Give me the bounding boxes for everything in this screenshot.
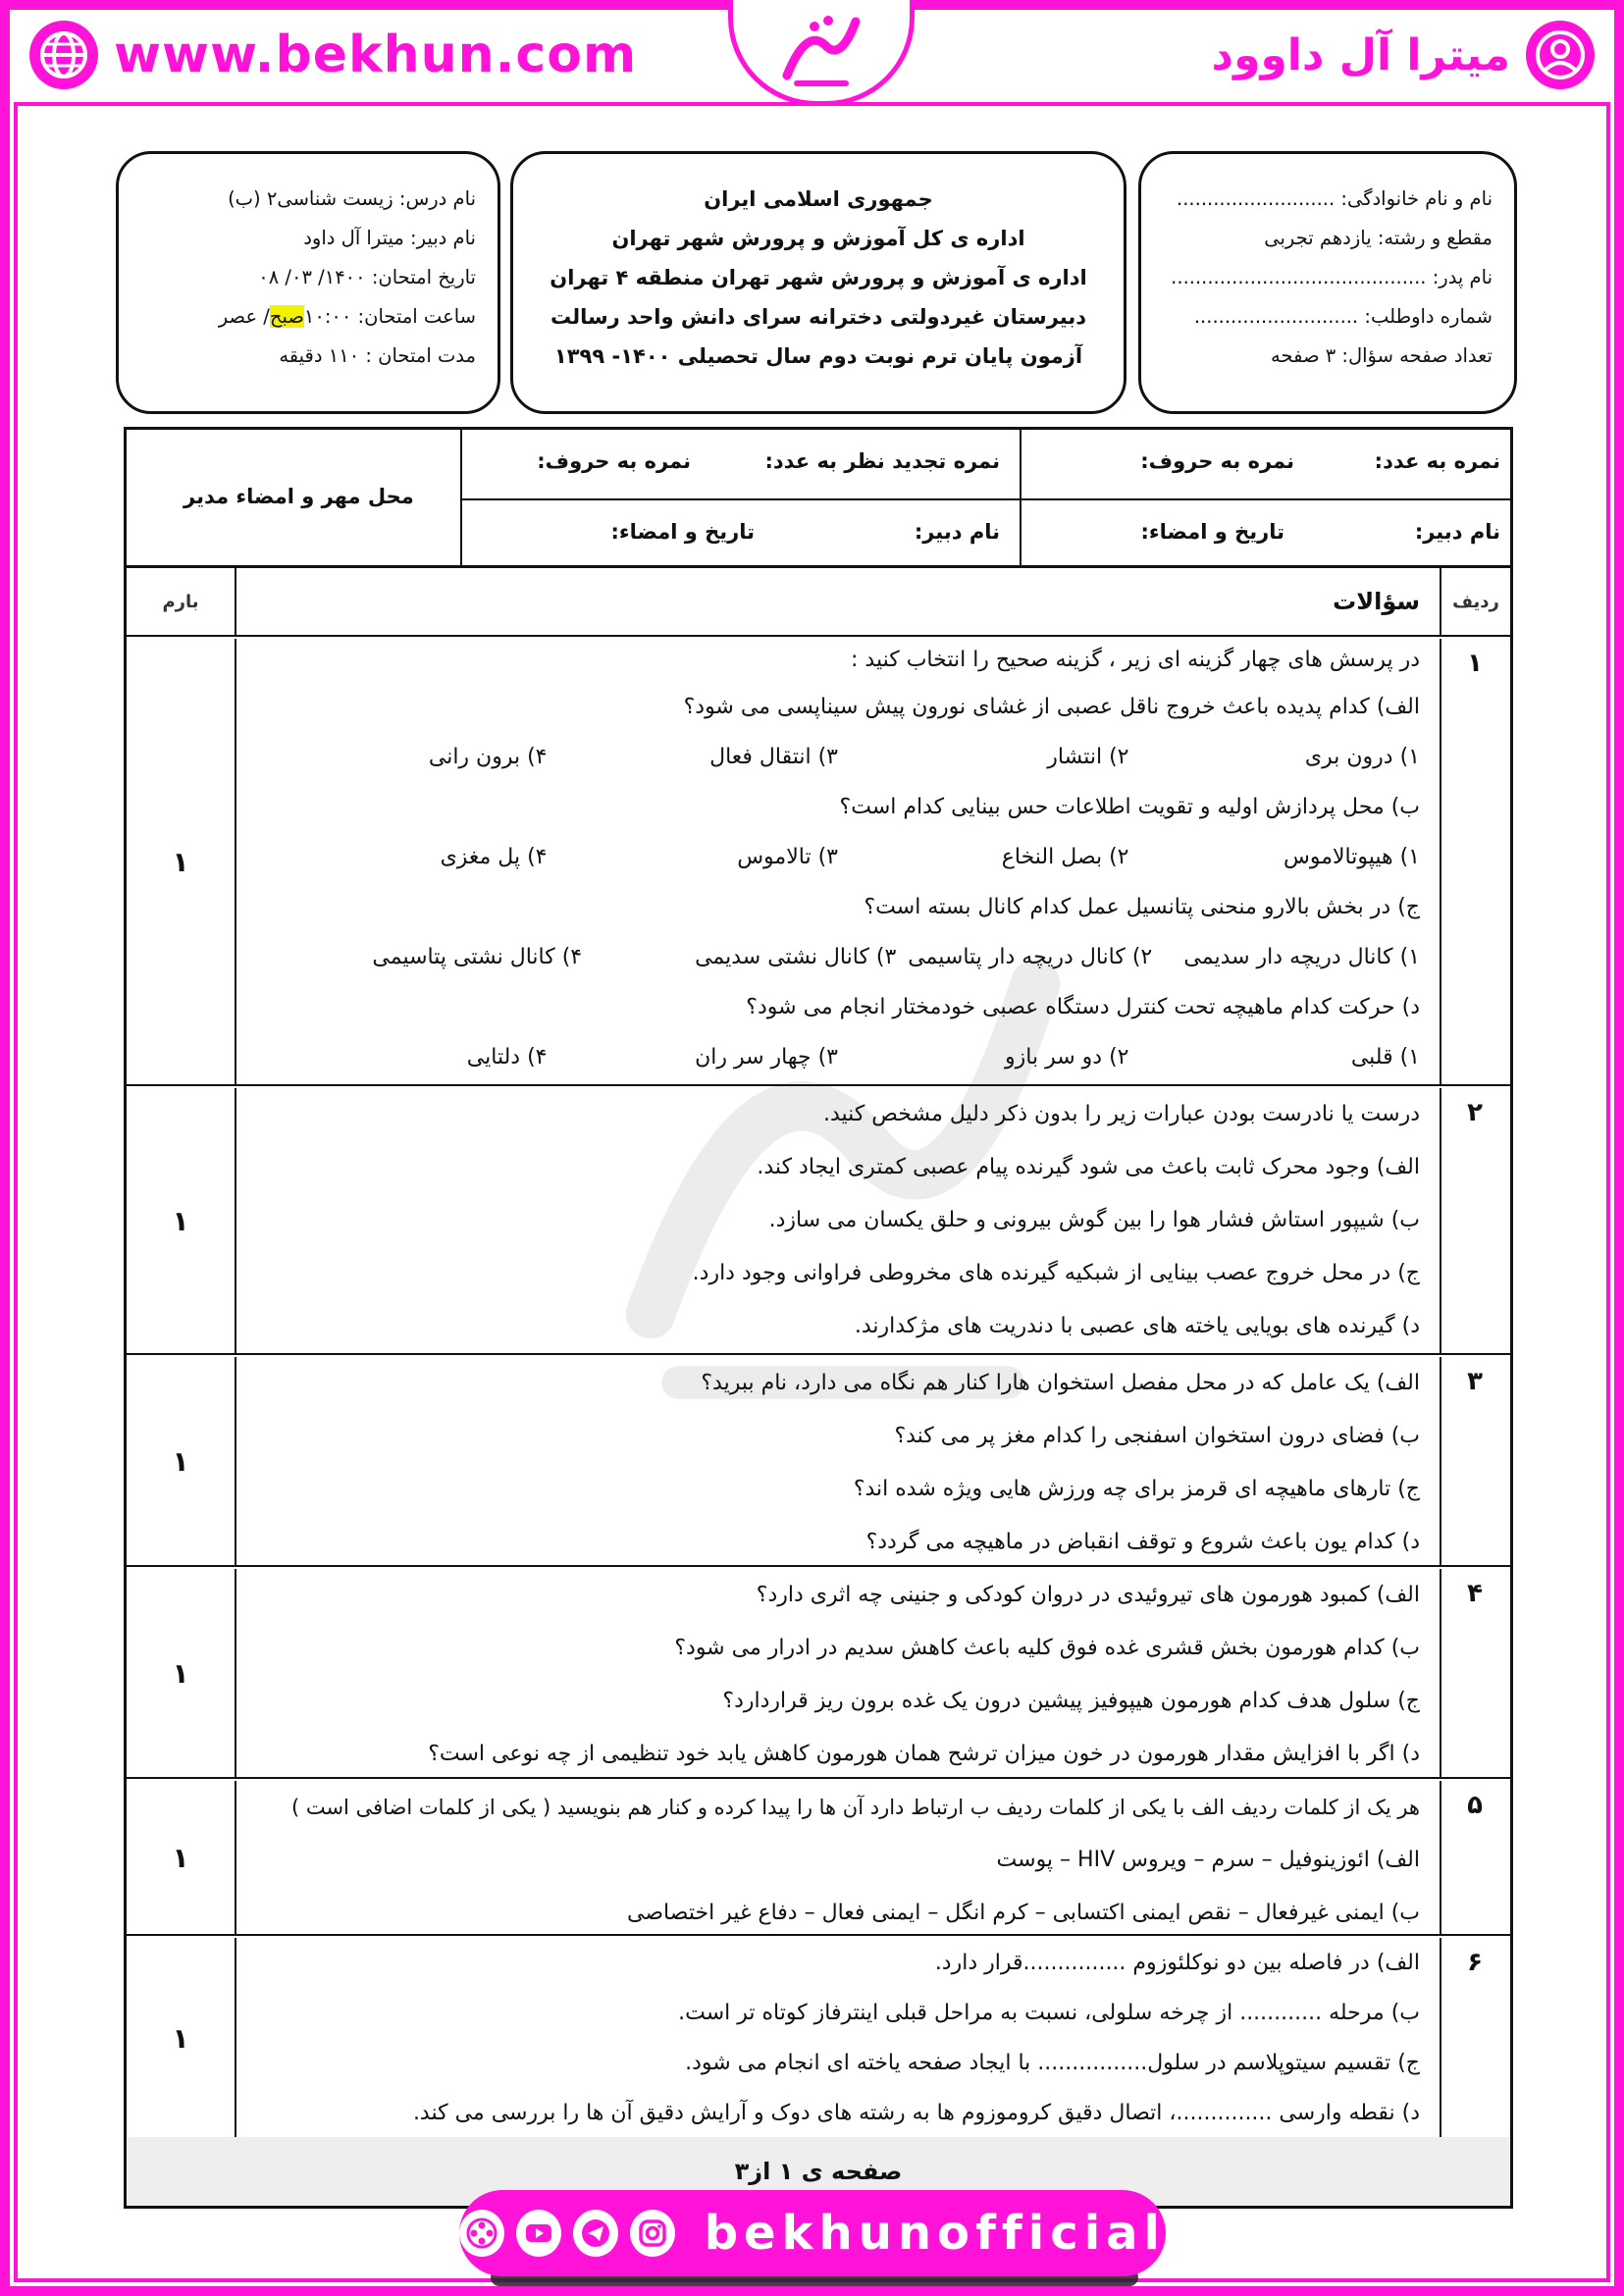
principal-stamp-label: محل مهر و امضاء مدیر xyxy=(183,485,414,508)
seat-number-field: شماره داوطلب: ........................... xyxy=(1193,305,1493,328)
question-score: ۱ xyxy=(127,1088,236,1353)
question-number: ۳ xyxy=(1467,1367,1483,1396)
question-score: ۱ xyxy=(127,1357,236,1565)
question-number-cell xyxy=(1440,1088,1510,1353)
question-line: الف) کمبود هورمون های تیروئیدی در دروان کودکی و جنینی چه اثری دارد؟ xyxy=(756,1583,1420,1607)
question-row-2 xyxy=(127,1088,1510,1355)
question-part: د) حرکت کدام ماهیچه تحت کنترل دستگاه عصبی خودمختار انجام می شود؟ xyxy=(746,995,1420,1019)
question-number: ۶ xyxy=(1467,1948,1483,1977)
question-number-cell xyxy=(1440,639,1510,1084)
question-number: ۴ xyxy=(1467,1579,1483,1608)
question-number: ۲ xyxy=(1467,1098,1483,1127)
telegram-icon[interactable] xyxy=(573,2210,618,2257)
questions-table xyxy=(124,568,1513,2209)
brand-url-group[interactable] xyxy=(29,24,637,86)
school-info-box xyxy=(510,151,1126,414)
subject-field: نام درس: زیست شناسی۲ (ب) xyxy=(228,187,476,210)
question-number: ۱ xyxy=(1467,649,1483,678)
option[interactable]: ۱) درون بری xyxy=(1304,745,1420,769)
question-line: ب) فضای درون استخوان اسفنجی را کدام مغز پر می کند؟ xyxy=(894,1424,1420,1448)
question-content xyxy=(238,1569,1438,1777)
exam-info-box xyxy=(116,151,500,414)
exam-time-prefix: ساعت امتحان: ۱۰:۰۰ xyxy=(303,305,476,328)
options-row xyxy=(256,732,1420,782)
option[interactable]: ۳) کانال نشتی سدیمی xyxy=(695,945,897,969)
question-part: ج) در بخش بالارو منحنی پتانسیل عمل کدام کانال بسته است؟ xyxy=(864,895,1420,919)
question-line: الف) یک عامل که در محل مفصل استخوان هارا کنار هم نگاه می دارد، نام ببرید؟ xyxy=(701,1371,1420,1395)
question-line: ب) شیپور استاش فشار هوا را بین گوش بیرونی و حلق یکسان می سازد. xyxy=(768,1208,1420,1232)
question-number-cell xyxy=(1440,1357,1510,1565)
question-line: الف) در فاصله بین دو نوکلئوزوم ...............قرار دارد. xyxy=(934,1951,1420,1975)
options-row xyxy=(256,932,1420,982)
questions-col-header: سؤالات xyxy=(1333,588,1420,615)
score-number-label: نمره به عدد: xyxy=(1374,449,1500,473)
review-date-sign-label: تاریخ و امضاء: xyxy=(610,520,755,544)
option[interactable]: ۳) انتقال فعال xyxy=(709,745,838,769)
option[interactable]: ۴) برون رانی xyxy=(428,745,548,769)
option[interactable]: ۲) انتشار xyxy=(1047,745,1129,769)
question-line: درست یا نادرست بودن عبارات زیر را بدون ذکر دلیل مشخص کنید. xyxy=(823,1102,1420,1126)
question-line: ج) تارهای ماهیچه ای قرمز برای چه ورزش هایی ویژه شده اند؟ xyxy=(853,1477,1420,1501)
question-intro: در پرسش های چهار گزینه ای زیر ، گزینه صحیح را انتخاب کنید : xyxy=(851,648,1420,672)
option[interactable]: ۴) کانال نشتی پتاسیمی xyxy=(372,945,583,969)
question-line: هر یک از کلمات ردیف الف با یکی از کلمات ردیف ب ارتباط دارد آن ها را پیدا کرده و کنار هم بنویسید ( یکی از کلمات اضافی است ) xyxy=(290,1796,1420,1819)
author-group xyxy=(1212,24,1595,86)
instagram-icon[interactable] xyxy=(630,2210,675,2257)
student-info-box xyxy=(1138,151,1517,414)
option[interactable]: ۳) تالاموس xyxy=(737,845,838,869)
option[interactable]: ۳) چهار سر ران xyxy=(695,1045,838,1070)
district-title: اداره ی آموزش و پرورش شهر تهران منطقه ۴ تهران xyxy=(550,266,1087,289)
table-header-row xyxy=(127,568,1510,637)
question-line: الف) وجود محرک ثابت باعث می شود گیرنده پیام عصبی کمتری ایجاد کند. xyxy=(757,1155,1420,1179)
question-content xyxy=(238,1938,1438,2138)
social-handle[interactable]: bekhunofficial xyxy=(704,2206,1166,2261)
options-row xyxy=(256,832,1420,882)
globe-icon xyxy=(29,21,98,89)
question-number-cell xyxy=(1440,1781,1510,1934)
scores-table xyxy=(124,427,1513,568)
option[interactable]: ۲) دو سر بازو xyxy=(1005,1045,1129,1070)
exam-time-suffix: / عصر xyxy=(218,305,270,328)
exam-duration-field: مدت امتحان : ۱۱۰ دقیقه xyxy=(279,344,476,367)
question-row-4 xyxy=(127,1569,1510,1779)
question-row-1 xyxy=(127,639,1510,1086)
question-row-3 xyxy=(127,1357,1510,1567)
page-count-field: تعداد صفحه سؤال: ۳ صفحه xyxy=(1271,344,1493,367)
question-number-cell xyxy=(1440,1938,1510,2138)
user-icon xyxy=(1526,21,1595,89)
score-col-header: بارم xyxy=(127,568,236,635)
brand-logo xyxy=(728,0,915,106)
question-score: ۱ xyxy=(127,1781,236,1934)
question-row-6 xyxy=(127,1938,1510,2140)
exam-title: آزمون پایان ترم نوبت دوم سال تحصیلی ۱۴۰۰- ۱۳۹۹ xyxy=(553,344,1083,368)
option[interactable]: ۱) قلبی xyxy=(1350,1045,1420,1070)
office-title: اداره ی کل آموزش و پرورش شهر تهران xyxy=(611,227,1025,250)
question-line: د) نقطه وارسی ..............، اتصال دقیق کروموزوم ها به رشته های دوک و آرایش دقیق آن ها را بررسی می کند. xyxy=(412,2101,1420,2125)
option[interactable]: ۱) کانال دریچه دار سدیمی xyxy=(1183,945,1420,969)
question-score: ۱ xyxy=(127,1569,236,1777)
question-content xyxy=(238,1088,1438,1353)
question-row-5 xyxy=(127,1781,1510,1936)
film-reel-icon[interactable] xyxy=(459,2210,504,2257)
page-number: صفحه ی ۱ از۳ xyxy=(127,2137,1510,2206)
country-title: جمهوری اسلامی ایران xyxy=(704,187,933,211)
option[interactable]: ۴) پل مغزی xyxy=(440,845,548,869)
date-sign-label: تاریخ و امضاء: xyxy=(1140,520,1284,544)
question-part: ب) محل پردازش اولیه و تقویت اطلاعات حس بینایی کدام است؟ xyxy=(839,795,1420,819)
exam-date-field: تاریخ امتحان: ۱۴۰۰/ ۰۳/ ۰۸ xyxy=(258,266,476,288)
question-content xyxy=(238,1781,1438,1934)
review-teacher-label: نام دبیر: xyxy=(914,520,1000,544)
student-name-field: نام و نام خانوادگی: .......................... xyxy=(1177,187,1493,210)
option[interactable]: ۴) دلتایی xyxy=(466,1045,548,1070)
question-number-cell xyxy=(1440,1569,1510,1777)
scores-divider-h xyxy=(462,498,1510,500)
exam-time-field xyxy=(140,297,476,337)
option[interactable]: ۱) هیپوتالاموس xyxy=(1283,845,1420,869)
question-score: ۱ xyxy=(127,1938,236,2138)
site-url[interactable]: www.bekhun.com xyxy=(114,26,638,84)
exam-time-highlight: صبح xyxy=(269,305,304,328)
question-line: ج) تقسیم سیتوپلاسم در سلول................ با ایجاد صفحه یاخته ای انجام می شود. xyxy=(685,2051,1420,2075)
teacher-field: نام دبیر: میترا آل داود xyxy=(303,227,476,249)
youtube-icon[interactable] xyxy=(516,2210,561,2257)
question-line: د) اگر با افزایش مقدار هورمون در خون میزان ترشح همان هورمون کاهش یابد خود تنظیمی از چه نوعی است؟ xyxy=(428,1742,1420,1766)
question-line: ج) سلول هدف کدام هورمون هیپوفیز پیشین درون یک غده برون ریز قراردارد؟ xyxy=(722,1689,1420,1713)
author-name: میترا آل داوود xyxy=(1211,29,1510,80)
question-line: ج) در محل خروج عصب بینایی از شبکیه گیرنده های مخروطی فراوانی وجود دارد. xyxy=(692,1261,1420,1285)
top-brand-bar xyxy=(10,10,1614,102)
teacher-name-label: نام دبیر: xyxy=(1414,520,1500,544)
father-name-field: نام پدر: .......................................... xyxy=(1171,266,1493,288)
question-content xyxy=(238,1357,1438,1565)
question-line: د) کدام یون باعث شروع و توقف انقباض در ماهیچه می گردد؟ xyxy=(865,1530,1420,1554)
social-bar[interactable] xyxy=(459,2190,1166,2276)
review-number-label: نمره تجدید نظر به عدد: xyxy=(764,449,1000,473)
option[interactable]: ۲) کانال دریچه دار پتاسیمی xyxy=(908,945,1153,969)
grade-field: مقطع و رشته: یازدهم تجربی xyxy=(1264,227,1493,249)
question-line: د) گیرنده های بویایی یاخته های عصبی با دندریت های مژکدارند. xyxy=(854,1314,1420,1338)
options-row xyxy=(256,1032,1420,1082)
row-col-header: ردیف xyxy=(1440,568,1510,635)
question-line: الف) ائوزینوفیل – سرم – ویروس HIV – پوست xyxy=(996,1848,1420,1872)
question-line: ب) کدام هورمون بخش قشری غده فوق کلیه باعث کاهش سدیم در ادرار می شود؟ xyxy=(674,1636,1420,1660)
score-letters-label: نمره به حروف: xyxy=(1140,449,1294,473)
review-letters-label: نمره به حروف: xyxy=(537,449,691,473)
question-score: ۱ xyxy=(127,639,236,1084)
question-line: ب) مرحله ............ از چرخه سلولی، نسبت به مراحل قبلی اینترفاز کوتاه تر است. xyxy=(678,2001,1420,2025)
question-part: الف) کدام پدیده باعث خروج ناقل عصبی از غشای نورون پیش سیناپسی می شود؟ xyxy=(683,695,1420,719)
question-line: ب) ایمنی غیرفعال – نقص ایمنی اکتسابی – کرم انگل – ایمنی فعال – دفاع غیر اختصاصی xyxy=(627,1901,1420,1925)
option[interactable]: ۲) بصل النخاع xyxy=(1001,845,1129,869)
school-title: دبیرستان غیردولتی دخترانه سرای دانش واحد رسالت xyxy=(550,305,1087,329)
question-number: ۵ xyxy=(1467,1791,1483,1820)
question-content xyxy=(238,639,1438,1084)
